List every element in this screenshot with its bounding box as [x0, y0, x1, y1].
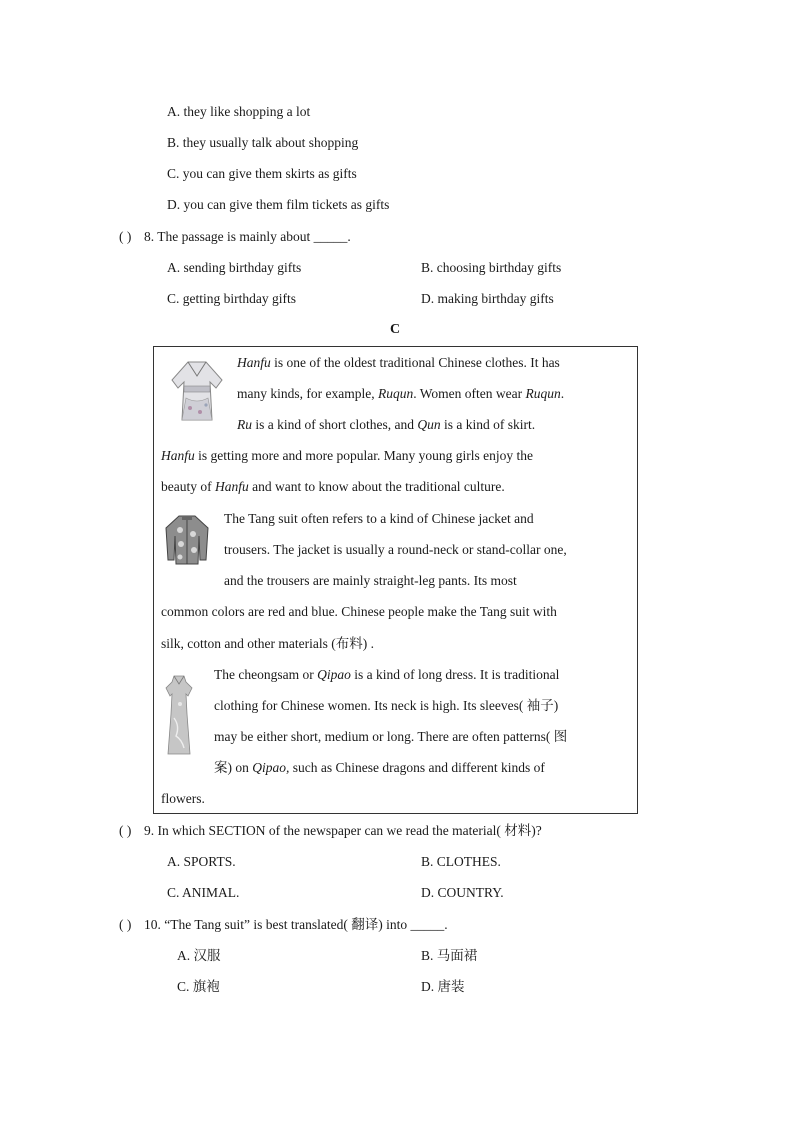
q9-stem: 9. In which SECTION of the newspaper can we read the material( 材料)?	[144, 823, 542, 838]
text-span: 案) on	[214, 760, 253, 775]
passage-p3-line5: flowers.	[161, 791, 205, 806]
q9-option-c: C. ANIMAL.	[167, 885, 240, 900]
passage-p1-line2	[237, 385, 564, 403]
passage-p3-line4	[214, 759, 545, 777]
q9-option-d: D. COUNTRY.	[421, 885, 504, 900]
text-span: such as Chinese dragons and different kinds of	[289, 760, 545, 775]
tang-suit-image	[164, 514, 210, 566]
term-qipao: Qipao,	[252, 760, 290, 775]
passage-p1-line4	[161, 447, 533, 465]
q7-option-b: B. they usually talk about shopping	[167, 135, 359, 150]
text-span: many kinds, for example,	[237, 386, 378, 401]
q8-option-c: C. getting birthday gifts	[167, 291, 296, 306]
passage-p3-line2: clothing for Chinese women. Its neck is high. Its sleeves( 袖子)	[214, 698, 559, 713]
passage-p1-line5	[161, 478, 505, 496]
passage-p1-line3	[237, 416, 535, 434]
q7-option-c: C. you can give them skirts as gifts	[167, 166, 357, 181]
hanfu-image	[166, 358, 228, 424]
q8-answer-bracket: ( )	[119, 229, 132, 244]
q10-stem: 10. “The Tang suit” is best translated( 翻译) into _____.	[144, 917, 448, 932]
q7-option-a: A. they like shopping a lot	[167, 104, 311, 119]
q10-option-d: D. 唐装	[421, 979, 465, 994]
term-ruqun: Ruqun	[525, 386, 561, 401]
q9-option-b: B. CLOTHES.	[421, 854, 501, 869]
term-qipao: Qipao	[317, 667, 351, 682]
qipao-image	[162, 674, 196, 756]
q8-stem: 8. The passage is mainly about _____.	[144, 229, 351, 244]
term-hanfu: Hanfu	[161, 448, 195, 463]
term-ru: Ru	[237, 417, 252, 432]
text-span: is a kind of long dress. It is traditional	[350, 667, 560, 682]
passage-p1-line1	[237, 354, 560, 372]
term-hanfu: Hanfu	[214, 479, 249, 494]
passage-p2-line4: common colors are red and blue. Chinese people make the Tang suit with	[161, 604, 557, 619]
text-span: beauty of	[161, 479, 215, 494]
term-ruqun: Ruqun	[377, 386, 414, 401]
passage-p3-line1	[214, 666, 559, 684]
passage-p3-line3: may be either short, medium or long. There are often patterns( 图	[214, 729, 568, 744]
term-qun: Qun	[417, 417, 441, 432]
text-span: The cheongsam or	[214, 667, 318, 682]
q7-option-d: D. you can give them film tickets as gifts	[167, 197, 390, 212]
text-span: is getting more and more popular. Many young girls enjoy the	[194, 448, 533, 463]
section-label: C	[390, 322, 401, 337]
q9-option-a: A. SPORTS.	[167, 854, 236, 869]
text-span: is one of the oldest traditional Chinese clothes. It has	[270, 355, 560, 370]
passage-p2-line5: silk, cotton and other materials (布料) .	[161, 636, 374, 651]
q8-option-b: B. choosing birthday gifts	[421, 260, 562, 275]
passage-p2-line2: trousers. The jacket is usually a round-neck or stand-collar one,	[224, 542, 567, 557]
passage-p2-line1: The Tang suit often refers to a kind of Chinese jacket and	[224, 511, 534, 526]
text-span: is a kind of short clothes, and	[252, 417, 418, 432]
text-span: . Women often wear	[413, 386, 526, 401]
term-hanfu: Hanfu	[237, 355, 271, 370]
q9-answer-bracket: ( )	[119, 823, 132, 838]
q10-option-a: A. 汉服	[177, 948, 221, 963]
q10-answer-bracket: ( )	[119, 917, 132, 932]
q8-option-a: A. sending birthday gifts	[167, 260, 302, 275]
passage-p2-line3: and the trousers are mainly straight-leg pants. Its most	[224, 573, 517, 588]
text-span: .	[560, 386, 565, 401]
q10-option-b: B. 马面裙	[421, 948, 478, 963]
q8-option-d: D. making birthday gifts	[421, 291, 554, 306]
text-span: is a kind of skirt.	[440, 417, 536, 432]
q10-option-c: C. 旗袍	[177, 979, 220, 994]
text-span: and want to know about the traditional culture.	[248, 479, 505, 494]
